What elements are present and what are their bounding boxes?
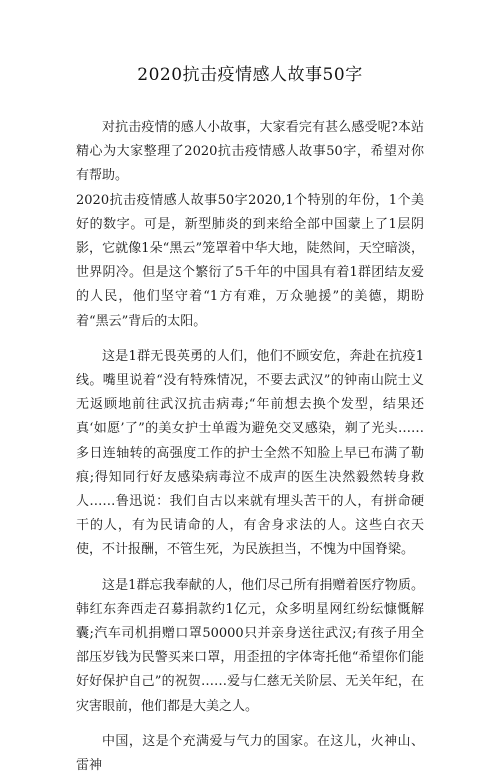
paragraph-china: 中国，这是个充满爱与气力的国家。在这儿，火神山、雷神 xyxy=(76,733,424,774)
paragraph-opening: 2020抗击疫情感人故事50字2020,1个特别的年份，1个美好的数字。可是，新型肺炎的到来给全部中国蒙上了1层阴影，它就像1朵“黑云”笼罩着中华大地，陡然间，天空暗淡，世界阴冷。但是这个繁衍了5千年的中国具有着1群团结友爱的人民，他们坚守着“1方有难，万众驰援”的美德，期盼着“黑云”背后的太阳。 xyxy=(76,192,424,329)
document-body xyxy=(76,116,424,778)
paragraph-intro: 对抗击疫情的感人小故事，大家看完有甚么感受呢?本站精心为大家整理了2020抗击疫情感人故事50字，希望对你有帮助。 xyxy=(76,120,424,184)
paragraph-donors: 这是1群忘我奉献的人，他们尽己所有捐赠着医疗物质。韩红东奔西走召募捐款约1亿元，众多明星网红纷纭慷慨解囊;汽车司机捐赠口罩50000只并亲身送往武汉;有孩子用全部压岁钱为民警买来口罩，用歪扭的字体寄托他“希望你们能好好保护自己”的祝贺……爱与仁慈无关阶层、无关年纪，在灾害眼前，他们都是大美之人。 xyxy=(76,577,424,714)
document-title: 2020抗击疫情感人故事50字 xyxy=(137,65,363,85)
paragraph-medical-workers: 这是1群无畏英勇的人们，他们不顾安危，奔赴在抗疫1线。嘴里说着“没有特殊情况，不要去武汉”的钟南山院士义无返顾地前往武汉抗击病毒;“年前想去换个发型，结果还真‘如愿’了”的美女护士单霞为避免交叉感染，剃了光头……多日连轴转的高强度工作的护士全然不知脸上早已布满了勒痕;得知同行好友感染病毒泣不成声的医生决然毅然转身救人……鲁迅说：我们自古以来就有埋头苦干的人，有拼命硬干的人，有为民请命的人，有舍身求法的人。这些白衣天使，不计报酬，不管生死，为民族担当，不愧为中国脊梁。 xyxy=(76,348,424,558)
